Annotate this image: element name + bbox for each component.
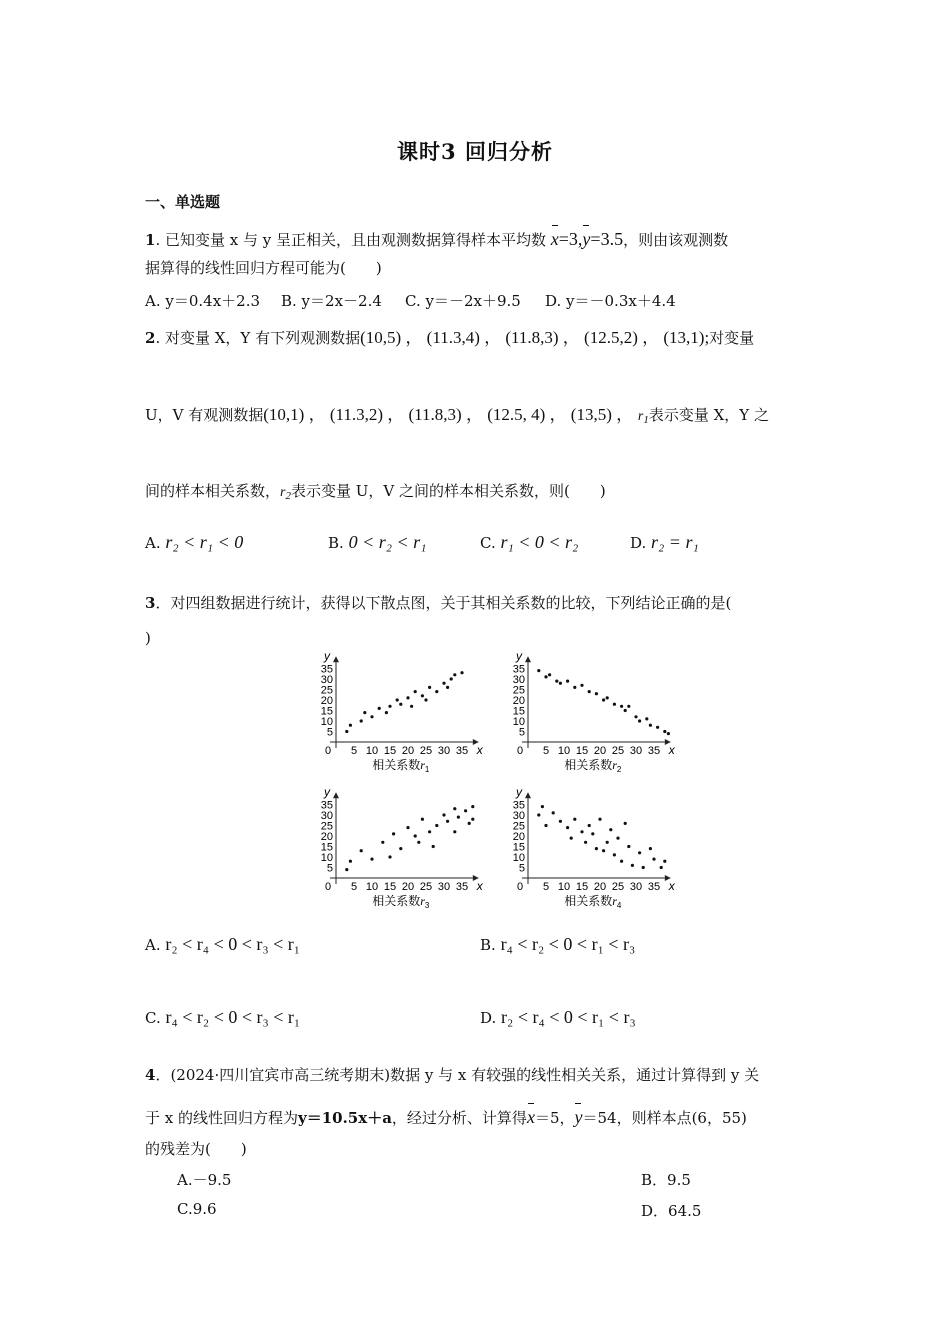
question-3-stem: ．对四组数据进行统计，获得以下散点图，关于其相关系数的比较，下列结论正确的是( bbox=[155, 594, 732, 612]
x-tick-label: 30 bbox=[437, 745, 451, 757]
y-tick-label: 15 bbox=[512, 841, 525, 854]
data-point bbox=[591, 832, 594, 835]
data-point bbox=[624, 709, 627, 712]
data-point bbox=[638, 851, 641, 854]
data-point bbox=[552, 811, 555, 814]
x-bar: x bbox=[550, 229, 559, 249]
data-point bbox=[453, 830, 456, 833]
data-point bbox=[634, 715, 637, 718]
x-tick-label: 15 bbox=[575, 745, 589, 757]
scatter-plot-r1 bbox=[316, 649, 483, 784]
x-tick-label: 5 bbox=[350, 881, 358, 893]
question-3-option-d[interactable]: D. r₂ < r₄ < 0 < r₁ < r₃ bbox=[480, 1007, 636, 1027]
y-tick-label: 20 bbox=[512, 695, 525, 707]
data-point bbox=[613, 853, 616, 856]
y-tick-label: 5 bbox=[326, 862, 333, 875]
data-point bbox=[446, 686, 449, 689]
data-point bbox=[584, 841, 587, 844]
question-2-stem: . 对变量 X，Y 有下列观测数据 bbox=[155, 329, 361, 347]
data-point bbox=[613, 703, 616, 706]
question-4-number: 4 bbox=[145, 1066, 156, 1084]
data-point bbox=[602, 698, 605, 701]
data-point bbox=[624, 822, 627, 825]
question-4-line-2-mid: ，经过分析、计算得 bbox=[391, 1109, 527, 1127]
data-point bbox=[602, 849, 605, 852]
y-bar-value: =3.5 bbox=[590, 229, 624, 249]
y-axis-arrow-icon bbox=[333, 792, 339, 798]
question-2-option-a[interactable]: A. r₂ < r₁ < 0 bbox=[145, 532, 244, 552]
y-tick-label: 30 bbox=[512, 810, 525, 822]
question-3-line-2: ) bbox=[145, 629, 151, 647]
y-tick-label: 30 bbox=[320, 674, 333, 686]
x-tick-label: 35 bbox=[455, 881, 469, 893]
data-point bbox=[631, 864, 634, 867]
data-point bbox=[464, 809, 467, 812]
data-point bbox=[580, 830, 583, 833]
x-tick-label: 5 bbox=[542, 881, 550, 893]
y-tick-label: 10 bbox=[320, 716, 333, 728]
origin-label: 0 bbox=[517, 881, 524, 893]
question-2-option-c[interactable]: C. r₁ < 0 < r₂ bbox=[480, 532, 579, 552]
question-2-line-3-end: 表示变量 U，V 之间的样本相关系数，则( ) bbox=[290, 482, 606, 500]
data-point bbox=[442, 682, 445, 685]
y-tick-label: 25 bbox=[512, 820, 525, 833]
question-4-option-b[interactable]: B．9.5 bbox=[641, 1171, 691, 1189]
data-point bbox=[360, 719, 363, 722]
y-tick-label: 10 bbox=[512, 716, 525, 728]
question-1-line-1 bbox=[145, 228, 810, 251]
scatter-svg bbox=[316, 649, 483, 780]
y-tick-label: 20 bbox=[320, 695, 333, 707]
chart-caption: 相关系数$r_4$ bbox=[564, 894, 622, 910]
data-point bbox=[392, 832, 395, 835]
scatter-plot-r4 bbox=[508, 785, 675, 920]
data-point bbox=[663, 860, 666, 863]
y-tick-label: 5 bbox=[518, 726, 525, 739]
x-tick-label: 5 bbox=[350, 745, 358, 757]
data-point bbox=[656, 726, 659, 729]
x-tick-label: 10 bbox=[557, 745, 571, 757]
scatter-plot-r3 bbox=[316, 785, 483, 920]
question-1-number: 1 bbox=[145, 231, 156, 249]
data-point bbox=[667, 732, 670, 735]
data-point bbox=[595, 692, 598, 695]
question-2-line-3 bbox=[145, 480, 810, 507]
question-2-line-2 bbox=[145, 404, 810, 431]
data-point bbox=[620, 705, 623, 708]
y-tick-label: 35 bbox=[320, 799, 333, 812]
data-point bbox=[360, 849, 363, 852]
data-point bbox=[537, 813, 540, 816]
x-tick-label: 20 bbox=[401, 745, 415, 757]
y-bar: y bbox=[574, 1107, 583, 1127]
data-point bbox=[537, 669, 540, 672]
x-tick-label: 35 bbox=[647, 745, 661, 757]
page-title: 课时3 回归分析 bbox=[397, 139, 553, 164]
data-point bbox=[471, 805, 474, 808]
x-bar: x bbox=[526, 1107, 535, 1127]
data-point bbox=[620, 860, 623, 863]
data-point bbox=[378, 707, 381, 710]
x-tick-label: 30 bbox=[629, 881, 643, 893]
question-2-line-1 bbox=[145, 327, 810, 349]
origin-label: 0 bbox=[517, 745, 524, 757]
data-point bbox=[435, 824, 438, 827]
question-1-option-c[interactable]: C. y＝－2x＋9.5 bbox=[405, 292, 521, 310]
question-4-line-3: 的残差为( ) bbox=[145, 1140, 247, 1158]
x-tick-label: 15 bbox=[383, 881, 397, 893]
x-tick-label: 20 bbox=[593, 745, 607, 757]
data-point bbox=[363, 711, 366, 714]
y-tick-label: 15 bbox=[320, 705, 333, 718]
question-3-number: 3 bbox=[145, 594, 156, 612]
data-point bbox=[642, 866, 645, 869]
data-point bbox=[588, 824, 591, 827]
x-tick-label: 35 bbox=[455, 745, 469, 757]
question-4-option-c[interactable]: C.9.6 bbox=[177, 1200, 217, 1218]
x-tick-label: 25 bbox=[419, 881, 433, 893]
question-3-option-c[interactable]: C. r₄ < r₂ < 0 < r₃ < r₁ bbox=[145, 1007, 301, 1027]
data-point bbox=[606, 696, 609, 699]
x-axis-label: x bbox=[668, 879, 675, 893]
data-point bbox=[616, 837, 619, 840]
x-tick-label: 30 bbox=[629, 745, 643, 757]
data-point bbox=[349, 724, 352, 727]
data-point bbox=[435, 690, 438, 693]
y-axis-arrow-icon bbox=[333, 656, 339, 662]
data-point bbox=[370, 715, 373, 718]
data-point bbox=[457, 816, 460, 819]
question-3-option-a[interactable]: A. r₂ < r₄ < 0 < r₃ < r₁ bbox=[145, 934, 301, 954]
question-1-stem-end: ，则由该观测数 bbox=[623, 231, 729, 249]
y-tick-label: 20 bbox=[512, 831, 525, 843]
data-point bbox=[453, 807, 456, 810]
question-1-option-a[interactable]: A. y＝0.4x＋2.3 bbox=[145, 292, 261, 310]
question-4-option-a[interactable]: A.－9.5 bbox=[177, 1171, 232, 1189]
question-2-line-2-end: 表示变量 X，Y 之 bbox=[648, 406, 769, 424]
data-point bbox=[544, 824, 547, 827]
data-point bbox=[349, 860, 352, 863]
data-point bbox=[573, 686, 576, 689]
data-point bbox=[421, 694, 424, 697]
data-point bbox=[428, 686, 431, 689]
r2-symbol: $r_2$ bbox=[280, 485, 291, 502]
r1-symbol: $r_1$ bbox=[637, 409, 649, 426]
data-point bbox=[559, 820, 562, 823]
data-point bbox=[541, 805, 544, 808]
data-point bbox=[606, 841, 609, 844]
x-tick-label: 30 bbox=[437, 881, 451, 893]
x-tick-label: 20 bbox=[401, 881, 415, 893]
y-tick-label: 25 bbox=[512, 684, 525, 697]
data-point bbox=[609, 828, 612, 831]
chart-caption: 相关系数$r_2$ bbox=[564, 758, 622, 774]
data-point bbox=[414, 834, 417, 837]
data-point bbox=[460, 671, 463, 674]
y-tick-label: 35 bbox=[512, 799, 525, 812]
data-point bbox=[652, 858, 655, 861]
question-2-line-3-start: 间的样本相关系数， bbox=[145, 482, 281, 500]
data-point bbox=[428, 830, 431, 833]
data-point bbox=[345, 730, 348, 733]
regression-equation: y＝10.5x＋a bbox=[298, 1109, 392, 1127]
x-tick-label: 15 bbox=[575, 881, 589, 893]
question-2-stem-end: 对变量 bbox=[709, 329, 755, 347]
x-tick-label: 10 bbox=[365, 881, 379, 893]
data-point bbox=[421, 818, 424, 821]
section-heading: 一、单选题 bbox=[145, 193, 221, 211]
question-3-line-1 bbox=[145, 592, 810, 614]
question-2-data-xy: (10,5) ， (11.3,4) ， (11.8,3) ， (12.5,2) ， (13,1); bbox=[360, 328, 710, 347]
y-tick-label: 25 bbox=[320, 820, 333, 833]
scatter-plot-r2 bbox=[508, 649, 675, 784]
x-tick-label: 35 bbox=[647, 881, 661, 893]
data-point bbox=[399, 847, 402, 850]
data-point bbox=[663, 730, 666, 733]
y-tick-label: 5 bbox=[518, 862, 525, 875]
data-point bbox=[645, 717, 648, 720]
question-4-line-2-start: 于 x 的线性回归方程为 bbox=[145, 1109, 298, 1127]
question-1-line-2: 据算得的线性回归方程可能为( ) bbox=[145, 259, 382, 277]
question-1-means bbox=[551, 229, 623, 249]
data-point bbox=[388, 855, 391, 858]
scatter-svg bbox=[508, 649, 675, 780]
y-tick-label: 30 bbox=[512, 674, 525, 686]
y-bar-value: ＝54，则样本点(6，55) bbox=[582, 1109, 747, 1127]
data-point bbox=[598, 818, 601, 821]
y-bar: y bbox=[582, 229, 591, 249]
question-2-number: 2 bbox=[145, 329, 156, 347]
data-point bbox=[471, 818, 474, 821]
data-point bbox=[595, 847, 598, 850]
y-tick-label: 15 bbox=[512, 705, 525, 718]
x-axis-label: x bbox=[668, 743, 675, 757]
question-2-option-d[interactable]: D. r₂ = r₁ bbox=[630, 532, 699, 552]
data-point bbox=[559, 682, 562, 685]
origin-label: 0 bbox=[325, 881, 332, 893]
data-point bbox=[638, 719, 641, 722]
x-tick-label: 15 bbox=[383, 745, 397, 757]
y-axis-label: y bbox=[324, 785, 330, 800]
x-tick-label: 20 bbox=[593, 881, 607, 893]
x-bar-value: =3, bbox=[558, 229, 583, 249]
data-point bbox=[442, 813, 445, 816]
y-tick-label: 35 bbox=[512, 663, 525, 676]
data-point bbox=[548, 673, 551, 676]
data-point bbox=[627, 845, 630, 848]
y-axis-arrow-icon bbox=[525, 656, 531, 662]
y-tick-label: 25 bbox=[320, 684, 333, 697]
data-point bbox=[417, 841, 420, 844]
data-point bbox=[649, 847, 652, 850]
data-point bbox=[649, 724, 652, 727]
data-point bbox=[580, 684, 583, 687]
data-point bbox=[406, 696, 409, 699]
data-point bbox=[345, 868, 348, 871]
data-point bbox=[566, 680, 569, 683]
x-tick-label: 10 bbox=[365, 745, 379, 757]
data-point bbox=[388, 705, 391, 708]
origin-label: 0 bbox=[325, 745, 332, 757]
question-3-option-b[interactable]: B. r₄ < r₂ < 0 < r₁ < r₃ bbox=[480, 934, 636, 954]
data-point bbox=[446, 820, 449, 823]
data-point bbox=[450, 677, 453, 680]
data-point bbox=[410, 705, 413, 708]
data-point bbox=[370, 858, 373, 861]
x-axis-label: x bbox=[476, 879, 483, 893]
x-tick-label: 25 bbox=[611, 881, 625, 893]
data-point bbox=[566, 826, 569, 829]
chart-caption: 相关系数$r_3$ bbox=[372, 894, 430, 910]
data-point bbox=[588, 690, 591, 693]
data-point bbox=[399, 703, 402, 706]
question-4-line-1 bbox=[145, 1064, 810, 1086]
question-1-stem: . 已知变量 x 与 y 呈正相关，且由观测数据算得样本平均数 bbox=[155, 231, 546, 249]
x-axis-label: x bbox=[476, 743, 483, 757]
question-2-uv-label: U，V 有观测数据 bbox=[145, 406, 264, 424]
question-2-option-b[interactable]: B. 0 < r₂ < r₁ bbox=[328, 532, 427, 552]
data-point bbox=[381, 841, 384, 844]
y-tick-label: 20 bbox=[320, 831, 333, 843]
x-bar-value: ＝5， bbox=[534, 1109, 575, 1127]
y-tick-label: 10 bbox=[512, 852, 525, 864]
question-4-option-d[interactable]: D．64.5 bbox=[641, 1202, 702, 1220]
x-tick-label: 25 bbox=[611, 745, 625, 757]
question-4-stem: ．(2024·四川宜宾市高三统考期末)数据 y 与 x 有较强的线性相关关系，通过计算得到 y 关 bbox=[155, 1066, 760, 1084]
data-point bbox=[468, 822, 471, 825]
data-point bbox=[570, 837, 573, 840]
question-2-data-uv: (10,1) ， (11.3,2) ， (11.8,3) ， (12.5, 4) ， (13,5) ， bbox=[263, 405, 634, 424]
y-tick-label: 30 bbox=[320, 810, 333, 822]
x-tick-label: 5 bbox=[542, 745, 550, 757]
x-tick-label: 25 bbox=[419, 745, 433, 757]
x-tick-label: 10 bbox=[557, 881, 571, 893]
data-point bbox=[396, 698, 399, 701]
scatter-svg bbox=[508, 785, 675, 916]
data-point bbox=[660, 866, 663, 869]
data-point bbox=[432, 845, 435, 848]
chart-caption: 相关系数$r_1$ bbox=[372, 758, 430, 774]
question-1-option-b[interactable]: B. y＝2x－2.4 bbox=[281, 292, 382, 310]
y-axis-arrow-icon bbox=[525, 792, 531, 798]
y-tick-label: 15 bbox=[320, 841, 333, 854]
data-point bbox=[544, 675, 547, 678]
y-axis-label: y bbox=[324, 649, 330, 664]
scatter-svg bbox=[316, 785, 483, 916]
data-point bbox=[385, 711, 388, 714]
data-point bbox=[414, 690, 417, 693]
y-tick-label: 5 bbox=[326, 726, 333, 739]
data-point bbox=[573, 818, 576, 821]
data-point bbox=[453, 673, 456, 676]
question-1-option-d[interactable]: D. y＝－0.3x＋4.4 bbox=[545, 292, 676, 310]
data-point bbox=[555, 680, 558, 683]
y-axis-label: y bbox=[516, 649, 522, 664]
y-tick-label: 10 bbox=[320, 852, 333, 864]
y-tick-label: 35 bbox=[320, 663, 333, 676]
data-point bbox=[406, 826, 409, 829]
y-axis-label: y bbox=[516, 785, 522, 800]
data-point bbox=[424, 698, 427, 701]
data-point bbox=[627, 705, 630, 708]
question-4-line-2 bbox=[145, 1106, 810, 1129]
